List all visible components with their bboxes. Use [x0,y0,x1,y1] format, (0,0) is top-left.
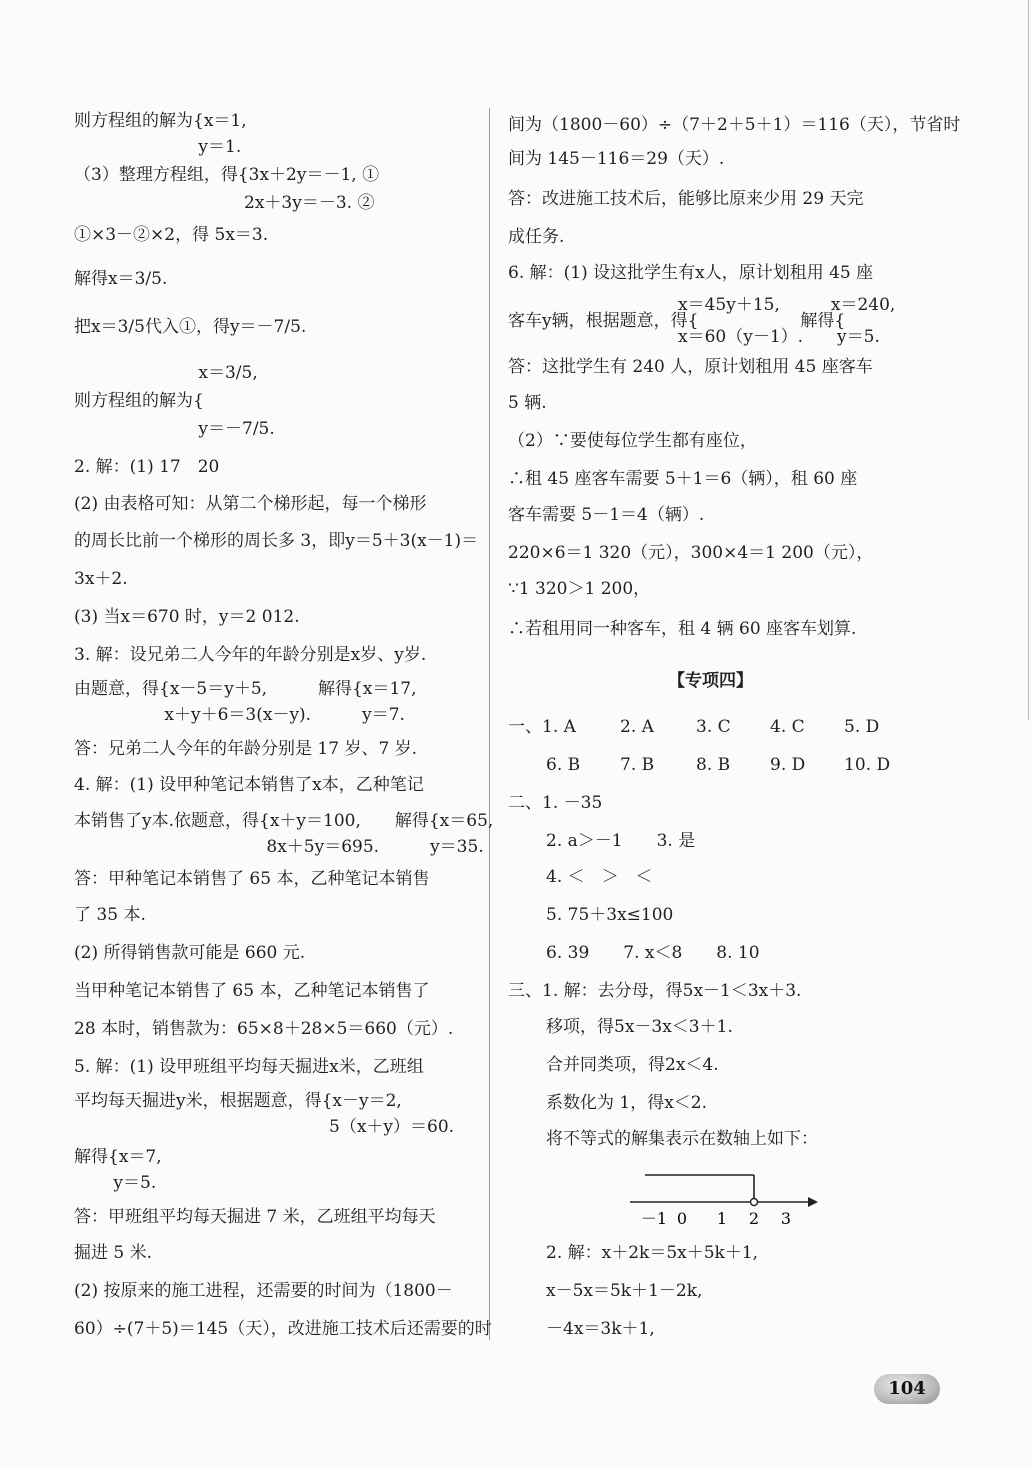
text-line: 了 35 本. [74,905,146,925]
text-line: 客车需要 5－1＝4（辆）. [508,505,705,525]
text-line: y＝5. [74,1173,157,1193]
text-line: 移项，得5x－3x＜3＋1. [546,1017,733,1037]
mc-answer: 一、1. A [508,717,576,737]
mc-answer: 6. B [546,755,581,775]
axis-arrow [808,1197,818,1207]
text-line: 客车y辆，根据题意，得{ 解得{ [508,311,846,331]
column-divider [489,108,490,1340]
text-line: 三、1. 解：去分母，得5x－1＜3x＋3. [508,981,802,1001]
text-line: 3x＋2. [74,569,128,589]
text-line: 成任务. [508,227,565,247]
text-line: 将不等式的解集表示在数轴上如下： [546,1129,818,1149]
text-line: y＝1. [74,137,242,157]
text-line: (3) 当x＝670 时，y＝2 012. [74,607,300,627]
text-line: 2x＋3y＝－3. ② [74,193,375,213]
text-line: 解得x＝3/5. [74,269,168,289]
mc-answer: 10. D [844,755,891,775]
text-line: 二、1. －35 [508,793,603,813]
text-line: ∵1 320＞1 200， [508,579,651,599]
text-line: 则方程组的解为{ [74,391,204,411]
page-number-badge: 104 [874,1374,940,1404]
mc-answer: 2. A [620,717,654,737]
text-line: 解得{x＝7, [74,1147,162,1167]
mc-answer: 3. C [696,717,731,737]
text-line: 系数化为 1，得x＜2. [546,1093,708,1113]
open-endpoint [751,1199,758,1206]
text-line: 答：兄弟二人今年的年龄分别是 17 岁、7 岁. [74,739,418,759]
tick-label: 2 [748,1209,760,1228]
text-line: 合并同类项，得2x＜4. [546,1055,719,1075]
tick-label: －1 [640,1209,668,1228]
text-line: 3. 解：设兄弟二人今年的年龄分别是x岁、y岁. [74,645,427,665]
text-line: 28 本时，销售款为：65×8＋28×5＝660（元）. [74,1019,454,1039]
text-line: 220×6＝1 320（元），300×4＝1 200（元）， [508,543,874,563]
text-line: y＝－7/5. [74,419,275,439]
page-edge-line [1028,0,1029,720]
text-line: 则方程组的解为{x＝1, [74,111,247,131]
text-line: ∴租 45 座客车需要 5＋1＝6（辆），租 60 座 [508,469,858,489]
text-line: 5（x＋y）＝60. [74,1117,455,1137]
tick-label: 0 [676,1209,688,1228]
text-line: 答：甲种笔记本销售了 65 本，乙种笔记本销售 [74,869,430,889]
text-line: x＋y＋6＝3(x－y). y＝7. [74,705,405,725]
text-line: 2. 解：x＋2k＝5x＋5k＋1, [546,1243,759,1263]
text-line: 掘进 5 米. [74,1243,153,1263]
mc-answer: 8. B [696,755,731,775]
mc-answer: 9. D [770,755,806,775]
text-line: 本销售了y本.依题意，得{x＋y＝100, 解得{x＝65, [74,811,494,831]
text-line: x－5x＝5k＋1－2k, [546,1281,703,1301]
text-line: 答：甲班组平均每天掘进 7 米，乙班组平均每天 [74,1207,436,1227]
text-line: 4. 解：(1) 设甲种笔记本销售了x本，乙种笔记 [74,775,424,795]
text-line: 2. 解：(1) 17 20 [74,457,220,477]
text-line: 把x＝3/5代入①，得y＝－7/5. [74,317,307,337]
text-line: 6. 39 7. x＜8 8. 10 [546,943,760,963]
text-line: 5 辆. [508,393,547,413]
text-line: 答：这批学生有 240 人，原计划租用 45 座客车 [508,357,873,377]
text-line: 5. 75＋3x≤100 [546,905,674,925]
text-line: 间为（1800－60）÷（7＋2＋5＋1）＝116（天），节省时 [508,115,961,135]
text-line: (2) 所得销售款可能是 660 元. [74,943,306,963]
text-line: 的周长比前一个梯形的周长多 3，即y＝5＋3(x－1)＝ [74,531,479,551]
text-line: 由题意，得{x－5＝y＋5, 解得{x＝17, [74,679,417,699]
text-line: 间为 145－116＝29（天）. [508,149,725,169]
section-title: 【专项四】 [668,671,753,691]
mc-answer: 7. B [620,755,655,775]
text-line: 60）÷(7＋5)＝145（天），改进施工技术后还需要的时 [74,1319,492,1339]
text-line: ∴若租用同一种客车，租 4 辆 60 座客车划算. [508,619,857,639]
text-line: (2) 由表格可知：从第二个梯形起，每一个梯形 [74,494,427,514]
tick-label: 1 [716,1209,728,1228]
mc-answer: 4. C [770,717,805,737]
text-line: ①×3－②×2，得 5x＝3. [74,225,269,245]
text-line: 2. a＞－1 3. 是 [546,831,696,851]
text-line: 平均每天掘进y米，根据题意，得{x－y＝2, [74,1091,402,1111]
text-line: x＝3/5, [74,363,258,383]
text-line: (2) 按原来的施工进程，还需要的时间为（1800－ [74,1281,453,1301]
text-line: （3）整理方程组，得{3x＋2y＝－1, ① [74,165,380,185]
text-line: －4x＝3k＋1, [546,1319,655,1339]
text-line: 8x＋5y＝695. y＝35. [74,837,484,857]
text-line: 答：改进施工技术后，能够比原来少用 29 天完 [508,189,864,209]
text-line: 6. 解：(1) 设这批学生有x人，原计划租用 45 座 [508,263,874,283]
text-line: 当甲种笔记本销售了 65 本，乙种笔记本销售了 [74,981,430,1001]
number-line-diagram [620,1163,830,1233]
text-line: （2）∵要使每位学生都有座位， [508,431,757,451]
mc-answer: 5. D [844,717,880,737]
text-line: 4. ＜ ＞ ＜ [546,867,653,887]
text-line: x＝60（y－1）. y＝5. [508,327,880,347]
text-line: 5. 解：(1) 设甲班组平均每天掘进x米，乙班组 [74,1057,424,1077]
tick-label: 3 [780,1209,792,1228]
text-line: x＝45y＋15, x＝240, [508,295,896,315]
